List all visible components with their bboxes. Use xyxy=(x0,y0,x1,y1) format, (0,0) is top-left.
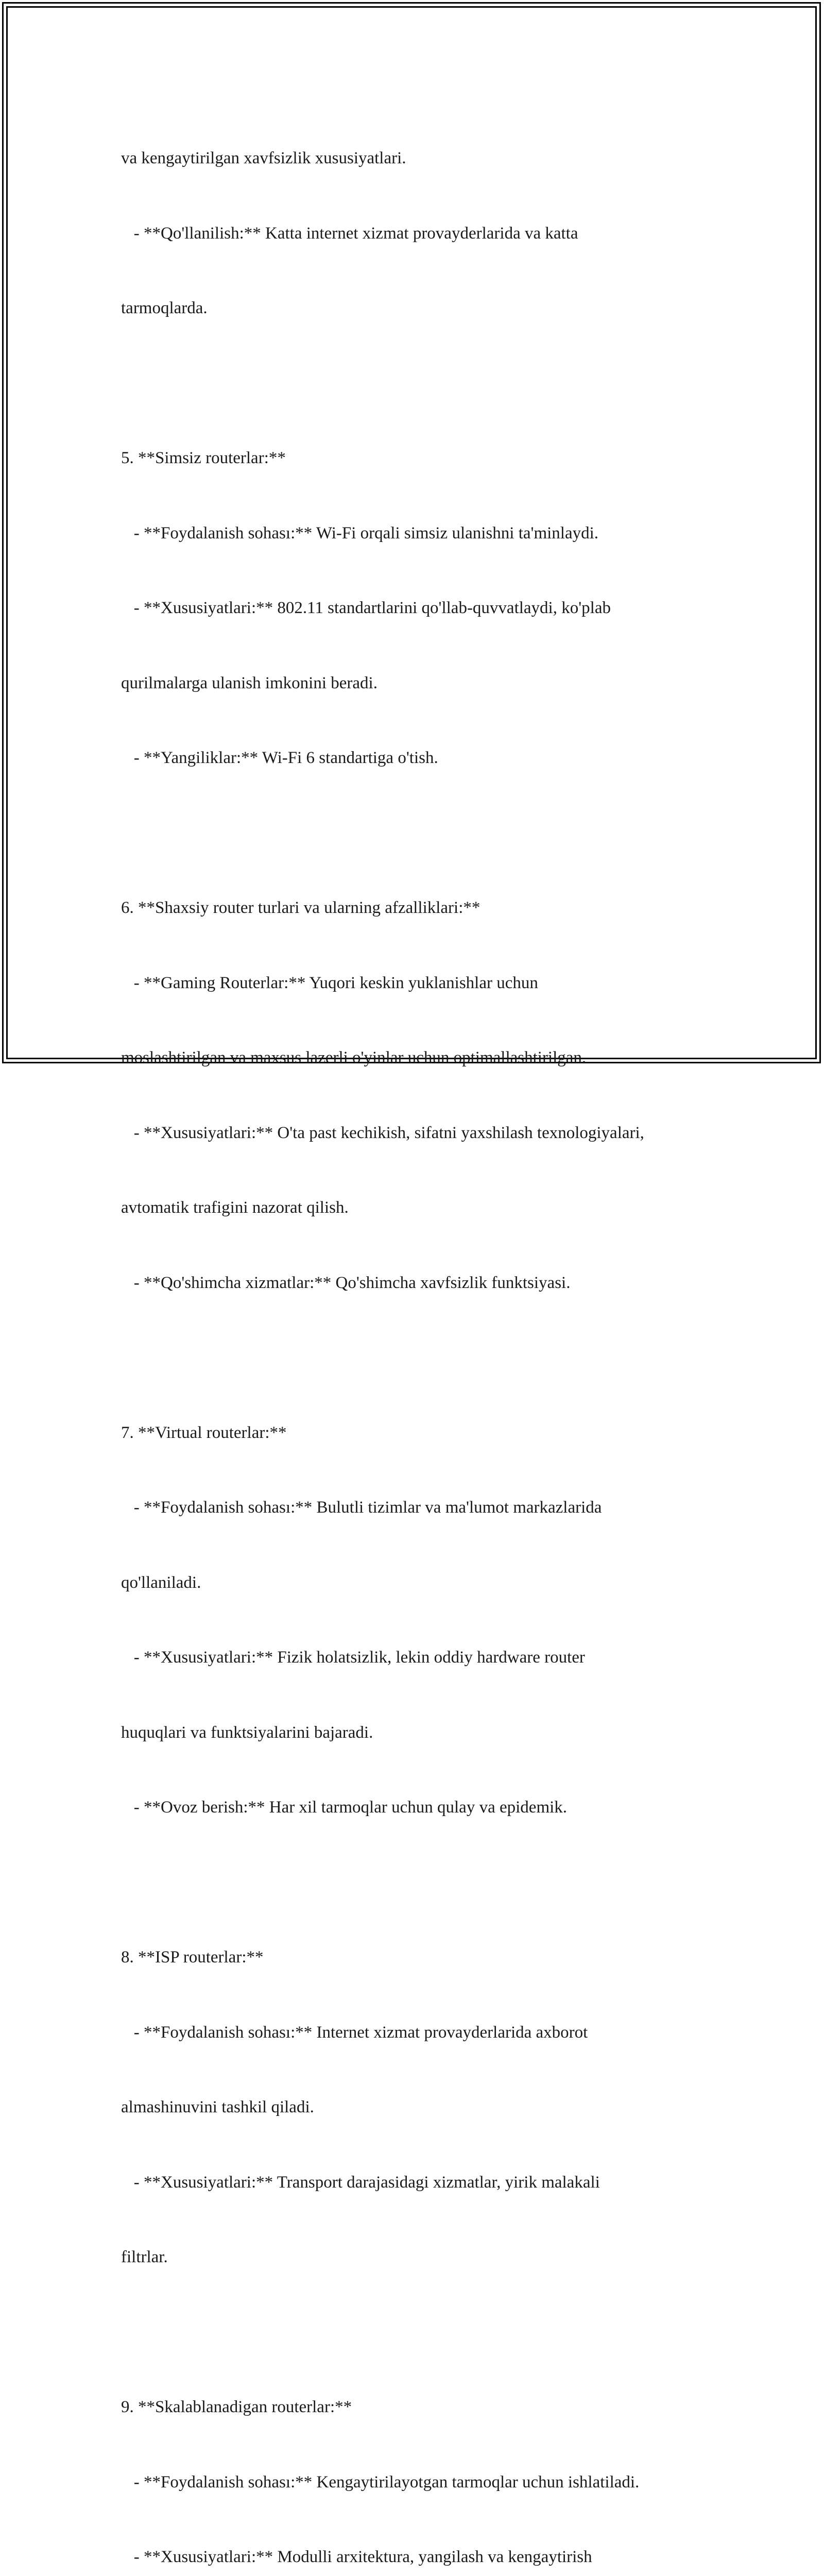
text-line: - **Xususiyatlari:** O'ta past kechikish, sifatni yaxshilash texnologiyalari, xyxy=(121,1123,644,1142)
text-line: - **Xususiyatlari:** 802.11 standartlarini qo'llab-quvvatlaydi, ko'plab xyxy=(121,599,611,617)
blank-line xyxy=(121,1345,739,1370)
text-line: almashinuvini tashkil qiladi. xyxy=(121,2098,314,2116)
text-line: tarmoqlarda. xyxy=(121,299,208,317)
blank-line xyxy=(121,1870,739,1895)
blank-line xyxy=(121,821,739,846)
blank-line xyxy=(121,2320,739,2345)
text-line: moslashtirilgan va maxsus lazerli o'yinlar uchun optimallashtirilgan. xyxy=(121,1048,587,1067)
text-line: - **Gaming Routerlar:** Yuqori keskin yuklanishlar uchun xyxy=(121,973,538,992)
section-heading: 9. **Skalablanadigan routerlar:** xyxy=(121,2398,352,2416)
text-line: avtomatik trafigini nazorat qilish. xyxy=(121,1198,349,1217)
text-line: - **Yangiliklar:** Wi-Fi 6 standartiga o'tish. xyxy=(121,749,438,767)
text-line: - **Foydalanish sohası:** Wi-Fi orqali simsiz ulanishni ta'minlaydi. xyxy=(121,523,599,543)
text-line: qo'llaniladi. xyxy=(121,1573,201,1592)
text-line: - **Xususiyatlari:** Modulli arxitektura, yangilash va kengaytirish xyxy=(121,2548,592,2566)
text-line: - **Ovoz berish:** Har xil tarmoqlar uchun qulay va epidemik. xyxy=(121,1798,568,1817)
section-heading: 7. **Virtual routerlar:** xyxy=(121,1423,287,1442)
text-line: - **Xususiyatlari:** Transport darajasidagi xizmatlar, yirik malakali xyxy=(121,2173,600,2192)
text-line: qurilmalarga ulanish imkonini beradi. xyxy=(121,673,377,692)
text-line: va kengaytirilgan xavfsizlik xususiyatlari. xyxy=(121,149,406,167)
text-line: - **Foydalanish sohası:** Kengaytirilayotgan tarmoqlar uchun ishlatiladi. xyxy=(121,2472,640,2492)
section-heading: 6. **Shaxsiy router turlari va ularning afzalliklari:** xyxy=(121,899,480,917)
text-line: - **Xususiyatlari:** Fizik holatsizlik, lekin oddiy hardware router xyxy=(121,1648,585,1667)
text-line: huquqlari va funktsiyalarini bajaradi. xyxy=(121,1723,373,1742)
document-body xyxy=(121,96,739,2576)
section-heading: 5. **Simsiz routerlar:** xyxy=(121,449,286,467)
text-line: - **Foydalanish sohası:** Internet xizmat provayderlarida axborot xyxy=(121,2023,588,2042)
section-heading: 8. **ISP routerlar:** xyxy=(121,1948,264,1967)
text-line: - **Qo'llanilish:** Katta internet xizmat provayderlarida va katta xyxy=(121,224,578,243)
text-line: - **Qo'shimcha xizmatlar:** Qo'shimcha xavfsizlik funktsiyasi. xyxy=(121,1273,571,1292)
blank-line xyxy=(121,371,739,396)
text-line: filtrlar. xyxy=(121,2248,168,2266)
text-line: - **Foydalanish sohası:** Bulutli tizimlar va ma'lumot markazlarida xyxy=(121,1498,602,1517)
